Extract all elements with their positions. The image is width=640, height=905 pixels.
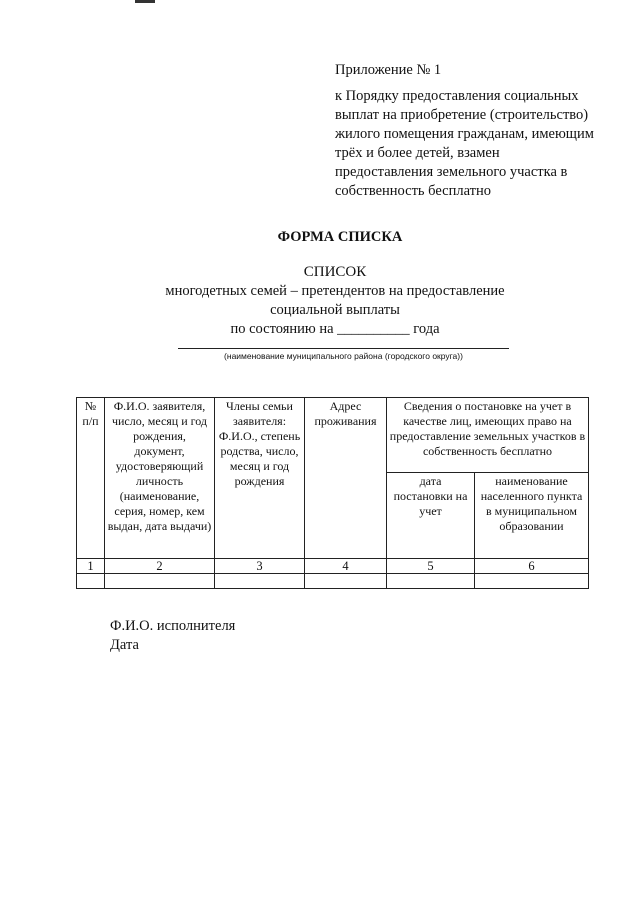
table-number-row (77, 559, 589, 574)
table-cell (305, 574, 387, 589)
header-members: Члены семьи заявителя: Ф.И.О., степень родства, число, месяц и год рождения (215, 398, 305, 559)
scan-mark (135, 0, 155, 3)
list-heading-title: СПИСОК (303, 264, 367, 280)
appendix-line: жилого помещения гражданам, имеющим (335, 126, 594, 142)
list-heading-date-line: по состоянию на __________ года (230, 321, 440, 337)
municipality-underline (178, 348, 509, 349)
date-label: Дата (110, 637, 139, 653)
appendix-line: к Порядку предоставления социальных (335, 88, 579, 104)
header-applicant: Ф.И.О. заявителя, число, месяц и год рождения, документ, удостоверяющий личность (наименование, серия, номер, кем выдан, дата выдачи) (105, 398, 215, 559)
appendix-line: собственность бесплатно (335, 183, 491, 199)
table-cell (105, 574, 215, 589)
form-title: ФОРМА СПИСКА (277, 229, 403, 245)
table-header-row (77, 398, 589, 473)
appendix-line: трёх и более детей, взамен (335, 145, 500, 161)
header-settlement: наименование населенного пункта в муниципальном образовании (475, 473, 589, 559)
table-cell (215, 574, 305, 589)
column-number: 4 (305, 559, 387, 574)
column-number: 5 (387, 559, 475, 574)
appendix-line: выплат на приобретение (строительство) (335, 107, 589, 123)
table-empty-row (77, 574, 589, 589)
appendix-title: Приложение № 1 (335, 62, 442, 78)
list-heading-line: социальной выплаты (270, 302, 400, 318)
table-cell (387, 574, 475, 589)
families-table (76, 397, 589, 589)
column-number: 2 (105, 559, 215, 574)
list-heading (0, 263, 640, 339)
table-cell (77, 574, 105, 589)
header-address: Адрес проживания (305, 398, 387, 559)
list-heading-line: многодетных семей – претендентов на предоставление (165, 283, 505, 299)
table-cell (475, 574, 589, 589)
header-registration: Сведения о постановке на учет в качестве лиц, имеющих право на предоставление земельных участков в собственность бесплатно (387, 398, 589, 473)
column-number: 6 (475, 559, 589, 574)
column-number: 1 (77, 559, 105, 574)
appendix-block (335, 61, 620, 201)
executor-label: Ф.И.О. исполнителя (110, 618, 236, 634)
signature-block (110, 617, 235, 655)
header-num: № п/п (77, 398, 105, 559)
appendix-line: предоставления земельного участка в (335, 164, 568, 180)
header-registration-date: дата постановки на учет (387, 473, 475, 559)
column-number: 3 (215, 559, 305, 574)
municipality-caption: (наименование муниципального района (городского округа)) (224, 351, 463, 361)
